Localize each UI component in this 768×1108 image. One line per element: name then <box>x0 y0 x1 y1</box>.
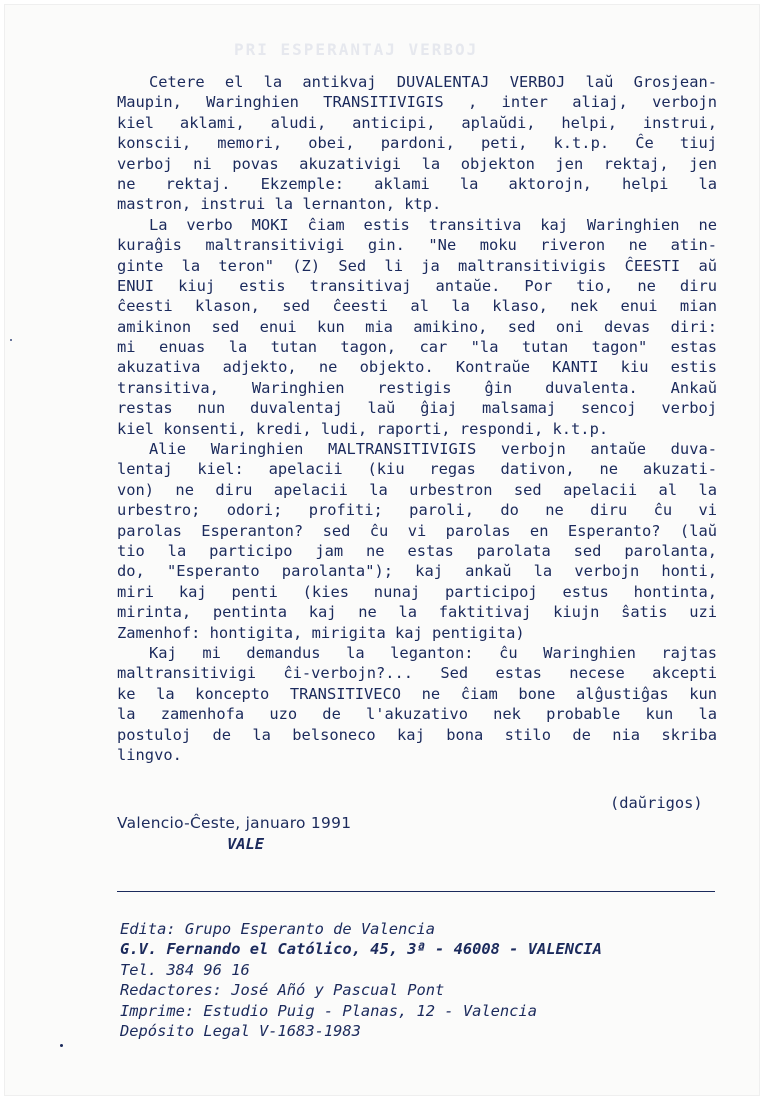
speck-mark <box>60 1044 63 1047</box>
article-line: Alie Waringhien MALTRANSITIVIGIS verbojn antaŭe duva- <box>149 440 717 459</box>
article-line: restas nun duvalentaj laŭ ĝiaj malsamaj sencoj verboj <box>117 399 717 418</box>
article-line: miri kaj penti (kies nunaj participoj estus hontinta, <box>117 582 717 601</box>
article-line: ĉeesti klason, sed ĉeesti al la klaso, nek enui mian <box>117 297 717 316</box>
article-line: mastron, instrui la lernanton, ktp. <box>117 195 442 214</box>
bleed-through-heading: PRI ESPERANTAJ VERBOJ <box>234 40 479 59</box>
document-page <box>4 4 760 1096</box>
article-line: Maupin, Waringhien TRANSITIVIGIS , inter aliaj, verbojn <box>117 93 717 112</box>
publisher-line: Edita: Grupo Esperanto de Valencia <box>120 920 436 938</box>
article-line: parolas Esperanton? sed ĉu vi parolas en Esperanto? (laŭ <box>117 521 717 540</box>
address-line: G.V. Fernando el Católico, 45, 3ª - 46008 - VALENCIA <box>120 940 602 959</box>
article-line: amikinon sed enui kun mia amikino, sed oni devas diri: <box>117 317 717 336</box>
article-line: kiel konsenti, kredi, ludi, raporti, respondi, k.t.p. <box>117 419 609 438</box>
article-line: von) ne diru apelacii la urbestron sed apelacii al la <box>117 480 717 499</box>
article-line: mirinta, pentinta kaj ne la faktitivaj kiujn ŝatis uzi <box>117 603 717 622</box>
speck-mark <box>10 339 12 341</box>
article-line: Zamenhof: hontigita, mirigita kaj pentigita) <box>117 623 525 642</box>
article-line: postuloj de la belsoneco kaj bona stilo de nia skriba <box>117 725 717 744</box>
printer-line: Imprime: Estudio Puig - Planas, 12 - Valencia <box>120 1001 537 1020</box>
legal-deposit-line: Depósito Legal V-1683-1983 <box>120 1022 361 1041</box>
article-line: konscii, memori, obei, pardoni, peti, k.t.p. Ĉe tiuj <box>117 134 717 153</box>
article-line: urbestro; odori; profiti; paroli, do ne diru ĉu vi <box>117 501 717 520</box>
article-line: mi enuas la tutan tagon, car "la tutan tagon" estas <box>117 338 717 357</box>
article-line: ENUI kiuj estis transitivaj antaŭe. Por tio, ne diru <box>117 276 717 295</box>
article-line: maltransitivigi ĉi-verbojn?... Sed estas necese akcepti <box>117 664 717 683</box>
continued-note: (daŭrigos) <box>610 794 703 812</box>
article-line: Cetere el la antikvaj DUVALENTAJ VERBOJ laŭ Grosjean- <box>149 73 717 91</box>
phone-line: Tel. 384 96 16 <box>120 960 250 979</box>
article-line: transitiva, Waringhien restigis ĝin duvalenta. Ankaŭ <box>117 378 717 397</box>
article-line: akuzativa adjekto, ne objekto. Kontraŭe KANTI kiu estis <box>117 358 717 377</box>
article-line: kiel aklami, aludi, anticipi, aplaŭdi, helpi, instrui, <box>117 113 717 132</box>
article-body <box>117 72 717 765</box>
colophon <box>120 919 680 1041</box>
article-line: kuraĝis maltransitivigi gin. "Ne moku riveron ne atin- <box>117 236 717 255</box>
article-line: do, "Esperanto parolanta"); kaj ankaŭ la verbojn honti, <box>117 562 717 581</box>
article-line: ke la koncepto TRANSITIVECO ne ĉiam bone alĝustiĝas kun <box>117 684 717 703</box>
divider <box>117 891 715 892</box>
article-line: la zamenhofa uzo de l'akuzativo nek probable kun la <box>117 705 717 724</box>
article-line: La verbo MOKI ĉiam estis transitiva kaj Waringhien ne <box>149 215 717 234</box>
article-line: tio la participo jam ne estas parolata sed parolanta, <box>117 541 717 560</box>
article-line: lingvo. <box>117 745 182 764</box>
place-date: Valencio-Ĉeste, januaro 1991 <box>117 814 352 832</box>
article-line: verboj ni povas akuzativigi la objekton jen rektaj, jen <box>117 154 717 173</box>
article-line: lentaj kiel: apelacii (kiu regas dativon, ne akuzati- <box>117 460 717 479</box>
editors-line: Redactores: José Añó y Pascual Pont <box>120 981 445 1000</box>
article-line: Kaj mi demandus la leganton: ĉu Waringhien rajtas <box>149 643 717 662</box>
article-line: ginte la teron" (Z) Sed li ja maltransitivigis ĈEESTI aŭ <box>117 256 717 275</box>
article-line: ne rektaj. Ekzemple: aklami la aktorojn, helpi la <box>117 174 717 193</box>
signature: VALE <box>227 835 265 853</box>
